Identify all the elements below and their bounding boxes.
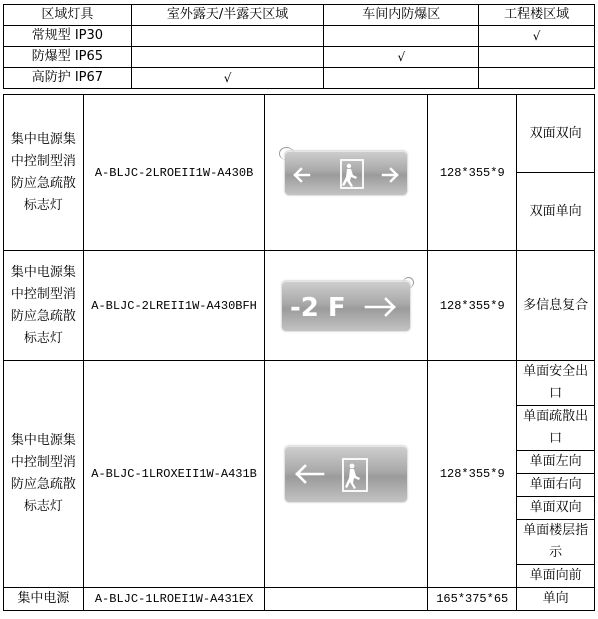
cable [403, 277, 414, 288]
product-feature: 双面单向 [517, 173, 595, 251]
header-cell: 工程楼区域 [479, 5, 595, 26]
check-mark: √ [324, 47, 479, 68]
product-model: A-BLJC-1LROEI1W-A431EX [83, 588, 265, 611]
table-row [4, 47, 595, 68]
product-row [4, 251, 595, 361]
table-row [4, 26, 595, 47]
product-feature: 单面楼层指示 [517, 520, 595, 565]
check-mark: √ [479, 26, 595, 47]
product-category: 集中电源集中控制型消防应急疏散标志灯 [4, 251, 84, 361]
product-image-cell [265, 95, 428, 251]
check-mark [131, 26, 324, 47]
floor-sign-image [282, 281, 410, 331]
product-model: A-BLJC-1LROXEII1W-A431B [83, 361, 265, 588]
product-feature: 双面双向 [517, 95, 595, 173]
header-cell: 室外露天/半露天区域 [131, 5, 324, 26]
product-feature: 单面安全出口 [517, 361, 595, 406]
product-row [4, 588, 595, 611]
check-mark: √ [131, 68, 324, 89]
product-image-cell [265, 251, 428, 361]
product-size: 128*355*9 [428, 251, 517, 361]
product-size: 128*355*9 [428, 95, 517, 251]
header-row [4, 5, 595, 26]
product-feature: 单面双向 [517, 497, 595, 520]
product-feature: 单面右向 [517, 474, 595, 497]
area-classification-table [3, 4, 595, 89]
product-category: 集中电源集中控制型消防应急疏散标志灯 [4, 95, 84, 251]
product-size: 165*375*65 [428, 588, 517, 611]
product-feature: 单面左向 [517, 451, 595, 474]
exit-sign-image [285, 151, 407, 195]
check-mark [324, 68, 479, 89]
product-feature: 单面向前 [517, 565, 595, 588]
product-feature: 多信息复合 [517, 251, 595, 361]
check-mark [479, 68, 595, 89]
fixture-type: 常规型 IP30 [4, 26, 132, 47]
product-model: A-BLJC-2LROEII1W-A430B [83, 95, 265, 251]
product-image-cell [265, 361, 428, 588]
fixture-type: 高防护 IP67 [4, 68, 132, 89]
header-cell: 车间内防爆区 [324, 5, 479, 26]
product-category: 集中电源集中控制型消防应急疏散标志灯 [4, 361, 84, 588]
product-category: 集中电源 [4, 588, 84, 611]
check-mark [324, 26, 479, 47]
fixture-type: 防爆型 IP65 [4, 47, 132, 68]
product-feature: 单面疏散出口 [517, 406, 595, 451]
product-model: A-BLJC-2LREII1W-A430BFH [83, 251, 265, 361]
check-mark [131, 47, 324, 68]
sign-text: -2 F [290, 292, 347, 323]
table-row [4, 68, 595, 89]
product-row [4, 95, 595, 173]
product-table [3, 94, 595, 611]
product-row [4, 361, 595, 406]
cable [279, 147, 294, 160]
check-mark [479, 47, 595, 68]
header-cell: 区域灯具 [4, 5, 132, 26]
product-feature: 单向 [517, 588, 595, 611]
product-image-cell [265, 588, 428, 611]
product-size: 128*355*9 [428, 361, 517, 588]
exit-sign-image [285, 446, 407, 502]
